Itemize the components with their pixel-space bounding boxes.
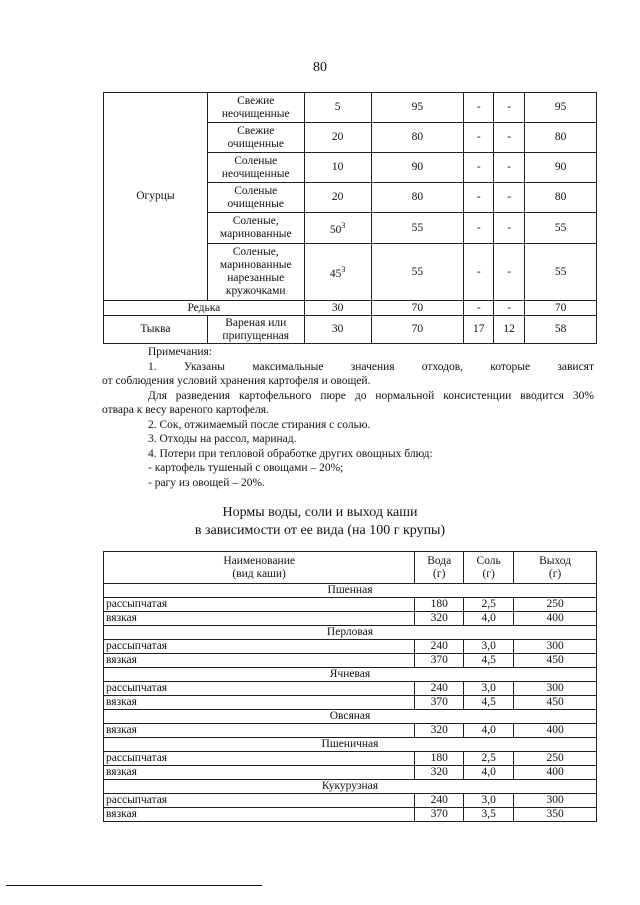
- yield-cell: 450: [514, 654, 597, 668]
- page-number: 80: [313, 60, 327, 75]
- group-row: [104, 626, 597, 640]
- header-salt: [464, 552, 514, 584]
- salt-cell: 2,5: [464, 752, 514, 766]
- kind-cell: рассыпчатая: [104, 752, 415, 766]
- yield-cell: 300: [514, 682, 597, 696]
- value-cell: 95: [371, 93, 464, 123]
- note-4b: - рагу из овощей – 20%.: [148, 476, 265, 489]
- table-row: [104, 794, 597, 808]
- porridge-table: [103, 551, 597, 822]
- group-name: Ячневая: [104, 668, 597, 682]
- table-row: [104, 316, 597, 344]
- value-cell: -: [464, 153, 494, 183]
- salt-cell: 2,5: [464, 598, 514, 612]
- water-cell: 240: [415, 794, 464, 808]
- salt-cell: 3,5: [464, 808, 514, 822]
- header-name-line1: Наименование: [223, 554, 295, 567]
- kind-cell: рассыпчатая: [104, 794, 415, 808]
- kind-cell: Свежие неочищенные: [207, 93, 304, 123]
- note-1-cont: от соблюдения условий хранения картофеля и овощей.: [102, 375, 371, 387]
- yield-cell: 250: [514, 598, 597, 612]
- kind-cell: Вареная или припущенная: [207, 316, 304, 344]
- yield-cell: 450: [514, 696, 597, 710]
- table-row: [104, 301, 597, 316]
- yield-cell: 400: [514, 612, 597, 626]
- value-cell: -: [494, 244, 525, 301]
- header-water-line2: (г): [433, 567, 446, 580]
- value-cell: 70: [525, 301, 597, 316]
- kind-cell: Соленые неочищенные: [207, 153, 304, 183]
- water-cell: 370: [415, 808, 464, 822]
- value-cell: -: [494, 301, 525, 316]
- value-cell: 80: [371, 183, 464, 213]
- water-cell: 180: [415, 752, 464, 766]
- value-cell: -: [464, 213, 494, 244]
- kind-cell: вязкая: [104, 654, 415, 668]
- water-cell: 240: [415, 682, 464, 696]
- group-row: [104, 710, 597, 724]
- kind-cell: рассыпчатая: [104, 640, 415, 654]
- note-1c: Для разведения картофельного пюре до нормальной консистенции вводится 30%: [148, 389, 594, 402]
- note-1: 1. Указаны максимальные значения отходов, которые зависят: [148, 360, 594, 373]
- section-subtitle: в зависимости от ее вида (на 100 г крупы): [194, 523, 446, 538]
- table-row: [104, 654, 597, 668]
- header-water: [415, 552, 464, 584]
- header-yield-line2: (г): [548, 567, 562, 580]
- kind-cell: рассыпчатая: [104, 598, 415, 612]
- group-name: Кукурузная: [104, 780, 597, 794]
- value-cell: -: [494, 213, 525, 244]
- value-cell: 20: [304, 123, 371, 153]
- footnote-ref: 3: [341, 221, 346, 231]
- value-cell: 55: [371, 244, 464, 301]
- value-cell: 5: [304, 93, 371, 123]
- kind-cell: Соленые очищенные: [207, 183, 304, 213]
- salt-cell: 4,5: [464, 696, 514, 710]
- kind-cell: вязкая: [104, 612, 415, 626]
- kind-cell: Свежие очищенные: [207, 123, 304, 153]
- water-cell: 370: [415, 654, 464, 668]
- footnote-ref: 3: [341, 265, 346, 275]
- value-cell: 80: [525, 183, 597, 213]
- group-name: Пшеничная: [104, 738, 597, 752]
- porridge-table-body: [104, 584, 597, 822]
- water-cell: 240: [415, 640, 464, 654]
- table-row: [104, 640, 597, 654]
- value-cell: 17: [464, 316, 494, 344]
- value-cell: -: [464, 244, 494, 301]
- note-1c-cont: отвара к весу вареного картофеля.: [102, 404, 269, 416]
- water-cell: 180: [415, 598, 464, 612]
- notes-heading: Примечания:: [148, 346, 212, 358]
- table-row: [104, 682, 597, 696]
- header-name-line2: (вид каши): [232, 567, 286, 580]
- header-salt-line2: (г): [482, 567, 495, 580]
- yield-cell: 300: [514, 640, 597, 654]
- value-cell: 95: [525, 93, 597, 123]
- salt-cell: 3,0: [464, 682, 514, 696]
- salt-cell: 3,0: [464, 794, 514, 808]
- salt-cell: 3,0: [464, 640, 514, 654]
- value-cell: 90: [525, 153, 597, 183]
- table-row: [104, 766, 597, 780]
- kind-cell: вязкая: [104, 766, 415, 780]
- value-cell: -: [464, 183, 494, 213]
- value-cell: 90: [371, 153, 464, 183]
- table-row: [104, 93, 597, 123]
- value-cell: 10: [304, 153, 371, 183]
- value-cell: [304, 213, 371, 244]
- group-name: Перловая: [104, 626, 597, 640]
- header-salt-line1: Соль: [476, 554, 501, 567]
- group-name: Пшенная: [104, 584, 597, 598]
- table-row: [104, 598, 597, 612]
- section-title: Нормы воды, соли и выход каши: [222, 505, 418, 520]
- value-cell: 30: [304, 316, 371, 344]
- water-cell: 320: [415, 612, 464, 626]
- value-cell: 55: [371, 213, 464, 244]
- value-cell: 70: [371, 301, 464, 316]
- water-cell: 320: [415, 766, 464, 780]
- value-text: 50: [329, 223, 342, 236]
- value-cell: 70: [371, 316, 464, 344]
- group-row: [104, 780, 597, 794]
- value-cell: -: [464, 301, 494, 316]
- header-yield: [514, 552, 597, 584]
- vegetable-waste-table: [103, 92, 597, 344]
- yield-cell: 350: [514, 808, 597, 822]
- table-row: [104, 612, 597, 626]
- group-row: [104, 738, 597, 752]
- value-cell: 58: [525, 316, 597, 344]
- value-cell: 30: [304, 301, 371, 316]
- kind-cell: вязкая: [104, 696, 415, 710]
- value-cell: -: [494, 183, 525, 213]
- table-row: [104, 808, 597, 822]
- group-row: [104, 584, 597, 598]
- yield-cell: 400: [514, 766, 597, 780]
- product-cell: Тыква: [104, 316, 208, 344]
- yield-cell: 300: [514, 794, 597, 808]
- value-cell: 12: [494, 316, 525, 344]
- header-name: [104, 552, 415, 584]
- value-cell: -: [464, 93, 494, 123]
- group-name: Овсяная: [104, 710, 597, 724]
- kind-cell: вязкая: [104, 808, 415, 822]
- note-2: 2. Сок, отжимаемый после стирания с солью.: [148, 418, 371, 431]
- value-cell: 20: [304, 183, 371, 213]
- notes: [102, 345, 594, 490]
- table-row: [104, 752, 597, 766]
- value-cell: 55: [525, 213, 597, 244]
- product-cell: Огурцы: [104, 93, 208, 301]
- table-row: [104, 696, 597, 710]
- kind-cell: вязкая: [104, 724, 415, 738]
- note-3: 3. Отходы на рассол, маринад.: [148, 433, 297, 445]
- note-4: 4. Потери при тепловой обработке других овощных блюд:: [148, 447, 433, 460]
- value-cell: -: [494, 123, 525, 153]
- value-cell: [304, 244, 371, 301]
- salt-cell: 4,0: [464, 766, 514, 780]
- water-cell: 370: [415, 696, 464, 710]
- salt-cell: 4,0: [464, 724, 514, 738]
- header-water-line1: Вода: [427, 554, 452, 567]
- footnote-divider: [6, 885, 262, 886]
- value-cell: -: [494, 93, 525, 123]
- header-yield-line1: Выход: [539, 554, 572, 567]
- value-cell: 80: [525, 123, 597, 153]
- kind-cell: рассыпчатая: [104, 682, 415, 696]
- value-cell: -: [494, 153, 525, 183]
- group-row: [104, 668, 597, 682]
- value-cell: 80: [371, 123, 464, 153]
- kind-cell: Соленые, маринованные: [207, 213, 304, 244]
- yield-cell: 400: [514, 724, 597, 738]
- table-row: [104, 724, 597, 738]
- salt-cell: 4,5: [464, 654, 514, 668]
- value-text: 45: [329, 267, 342, 280]
- kind-cell: Соленые, маринованные нарезанные кружочками: [207, 244, 304, 301]
- note-4a: - картофель тушеный с овощами – 20%;: [148, 462, 344, 474]
- value-cell: -: [464, 123, 494, 153]
- product-cell: Редька: [104, 301, 305, 316]
- water-cell: 320: [415, 724, 464, 738]
- salt-cell: 4,0: [464, 612, 514, 626]
- value-cell: 55: [525, 244, 597, 301]
- header-row: [104, 552, 597, 584]
- yield-cell: 250: [514, 752, 597, 766]
